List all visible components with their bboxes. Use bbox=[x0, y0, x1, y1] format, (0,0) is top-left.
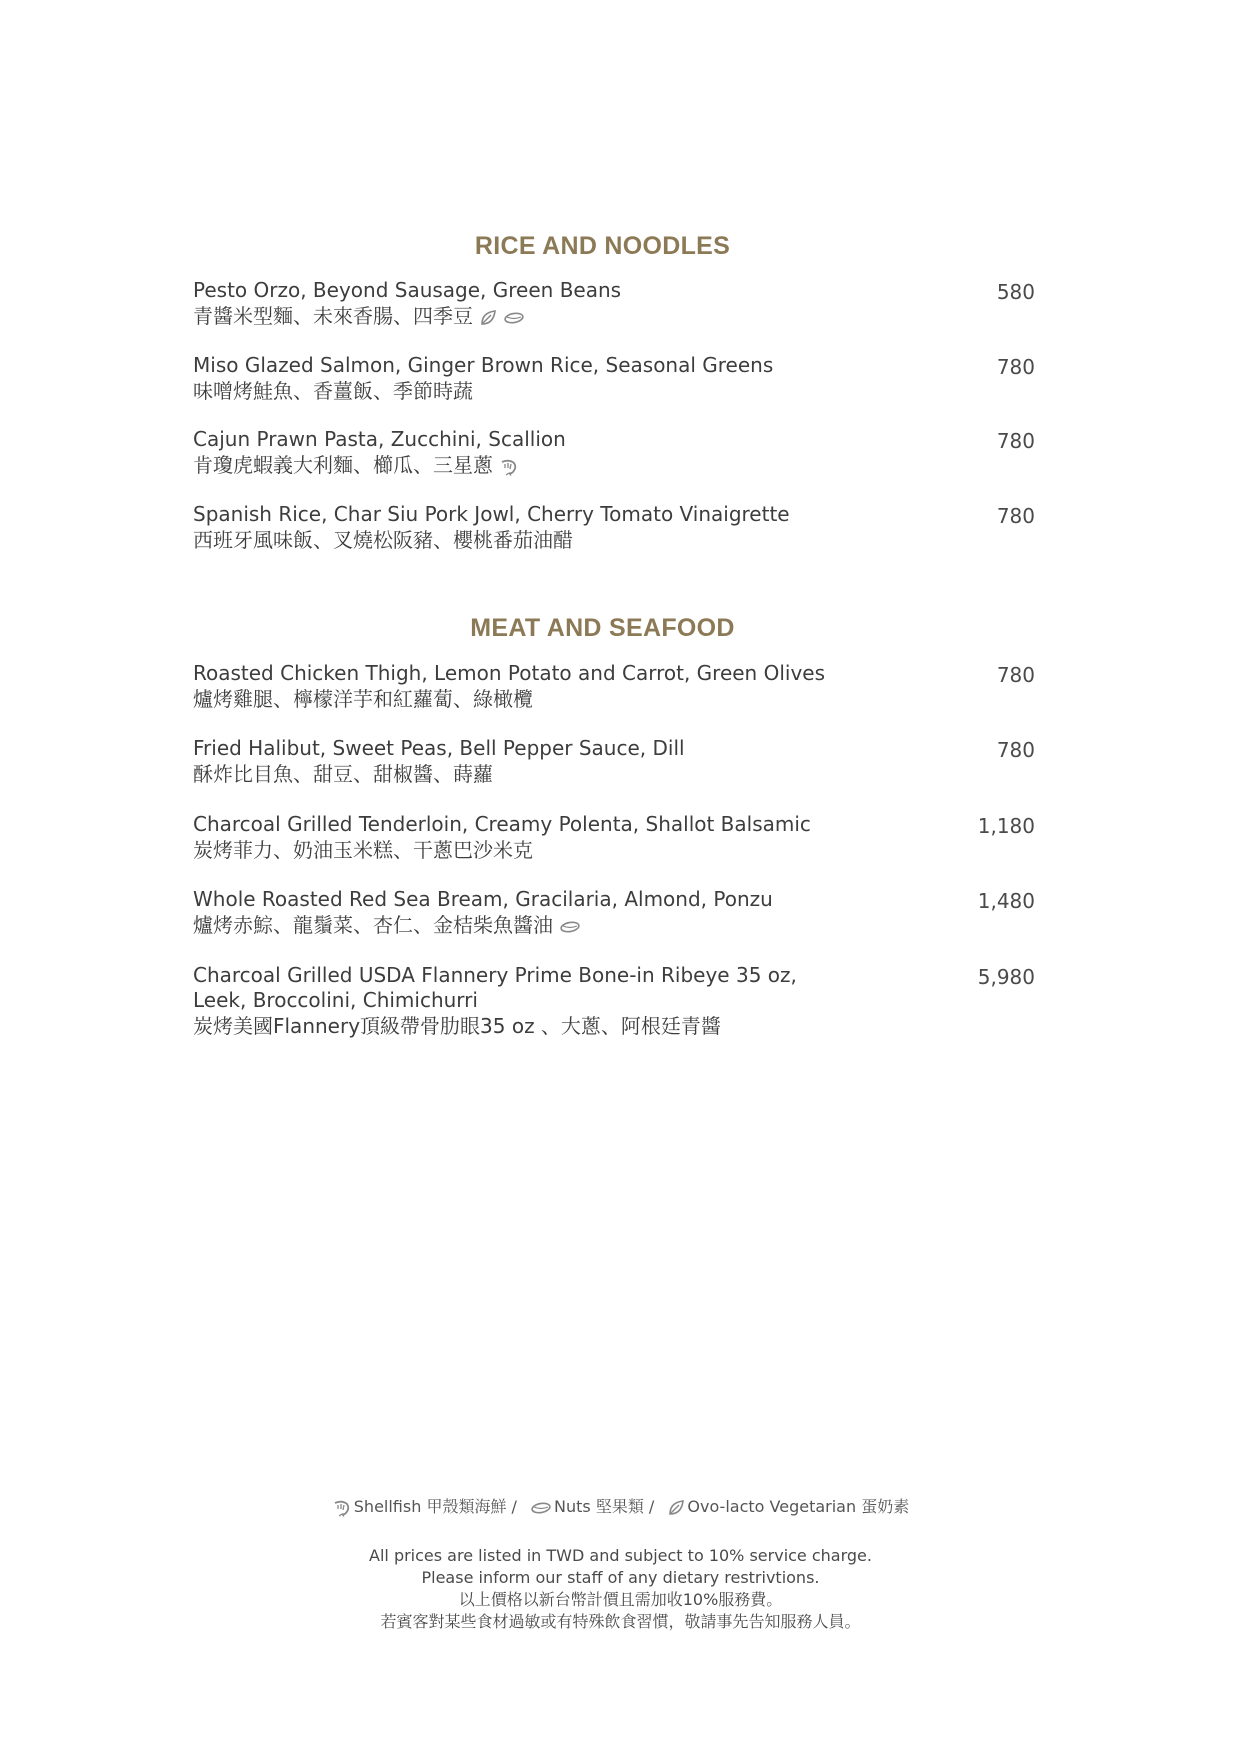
allergen-legend bbox=[0, 1494, 1241, 1517]
leaf-icon bbox=[667, 1499, 685, 1517]
legend-vegetarian: Ovo-lacto Vegetarian 蛋奶素 bbox=[687, 1497, 910, 1516]
nut-icon bbox=[559, 920, 581, 934]
section-title-rice-noodles: RICE AND NOODLES bbox=[474, 232, 731, 260]
item-name-en: Charcoal Grilled Tenderloin, Creamy Polenta, Shallot Balsamic bbox=[193, 812, 811, 836]
item-name-en: Cajun Prawn Pasta, Zucchini, Scallion bbox=[193, 427, 566, 451]
item-name-en: Whole Roasted Red Sea Bream, Gracilaria, Almond, Ponzu bbox=[193, 887, 773, 911]
legend-nuts: Nuts 堅果類 / bbox=[554, 1497, 655, 1516]
item-name-en: Spanish Rice, Char Siu Pork Jowl, Cherry Tomato Vinaigrette bbox=[193, 502, 790, 526]
item-name-zh: 爐烤赤鯮、龍鬚菜、杏仁、金桔柴魚醬油 bbox=[193, 913, 553, 937]
item-price: 780 bbox=[996, 738, 1035, 762]
item-name-en: Fried Halibut, Sweet Peas, Bell Pepper Sauce, Dill bbox=[193, 736, 685, 760]
item-name-zh-row bbox=[193, 912, 1035, 938]
menu-item bbox=[193, 353, 1035, 404]
menu-item bbox=[193, 812, 1035, 863]
legend-shellfish: Shellfish 甲殼類海鮮 / bbox=[353, 1497, 517, 1516]
footer-notes bbox=[0, 1545, 1241, 1633]
item-name-en: Roasted Chicken Thigh, Lemon Potato and Carrot, Green Olives bbox=[193, 661, 826, 685]
menu-item bbox=[193, 661, 1035, 712]
item-price: 1,480 bbox=[977, 889, 1035, 913]
menu-item bbox=[193, 963, 1035, 1039]
section-title-meat-seafood: MEAT AND SEAFOOD bbox=[470, 614, 735, 642]
item-name-en: Miso Glazed Salmon, Ginger Brown Rice, Seasonal Greens bbox=[193, 353, 774, 377]
item-price: 580 bbox=[996, 280, 1035, 304]
item-name-zh: 炭烤美國Flannery頂級帶骨肋眼35 oz 、大蔥、阿根廷青醬 bbox=[193, 1014, 721, 1038]
item-name-en: Charcoal Grilled USDA Flannery Prime Bone-in Ribeye 35 oz, Leek, Broccolini, Chimichurri bbox=[193, 963, 797, 1012]
shrimp-icon bbox=[499, 458, 519, 476]
menu-item bbox=[193, 502, 1035, 553]
nut-icon bbox=[503, 311, 525, 325]
menu-item bbox=[193, 278, 1035, 329]
leaf-icon bbox=[479, 309, 497, 327]
item-price: 780 bbox=[996, 429, 1035, 453]
item-name-zh: 爐烤雞腿、檸檬洋芋和紅蘿蔔、綠橄欖 bbox=[193, 687, 533, 711]
item-name-zh: 味噌烤鮭魚、香薑飯、季節時蔬 bbox=[193, 379, 473, 403]
item-name-en: Pesto Orzo, Beyond Sausage, Green Beans bbox=[193, 278, 622, 302]
shrimp-icon bbox=[332, 1499, 352, 1517]
nut-icon bbox=[530, 1501, 552, 1515]
menu-item bbox=[193, 887, 1035, 938]
item-name-zh: 炭烤菲力、奶油玉米糕、干蔥巴沙米克 bbox=[193, 838, 533, 862]
footer-line-price-note-zh: 以上價格以新台幣計價且需加收10%服務費。 bbox=[458, 1590, 783, 1609]
item-name-zh: 肯瓊虎蝦義大利麵、櫛瓜、三星蔥 bbox=[193, 453, 493, 477]
item-price: 780 bbox=[996, 355, 1035, 379]
item-name-zh-row bbox=[193, 452, 1035, 478]
item-price: 5,980 bbox=[977, 965, 1035, 989]
footer-line-dietary-note-zh: 若賓客對某些食材過敏或有特殊飲食習慣，敬請事先告知服務人員。 bbox=[380, 1612, 861, 1631]
footer-line-price-note: All prices are listed in TWD and subject to 10% service charge. bbox=[369, 1546, 872, 1565]
item-name-zh: 西班牙風味飯、叉燒松阪豬、櫻桃番茄油醋 bbox=[193, 528, 573, 552]
item-price: 780 bbox=[996, 504, 1035, 528]
footer-line-dietary-note: Please inform our staff of any dietary restrivtions. bbox=[421, 1568, 820, 1587]
item-name-zh: 酥炸比目魚、甜豆、甜椒醬、蒔蘿 bbox=[193, 762, 493, 786]
item-name-zh-row bbox=[193, 303, 1035, 329]
item-price: 780 bbox=[996, 663, 1035, 687]
menu-item bbox=[193, 736, 1035, 787]
item-name-zh: 青醬米型麵、未來香腸、四季豆 bbox=[193, 304, 473, 328]
menu-item bbox=[193, 427, 1035, 478]
item-price: 1,180 bbox=[977, 814, 1035, 838]
